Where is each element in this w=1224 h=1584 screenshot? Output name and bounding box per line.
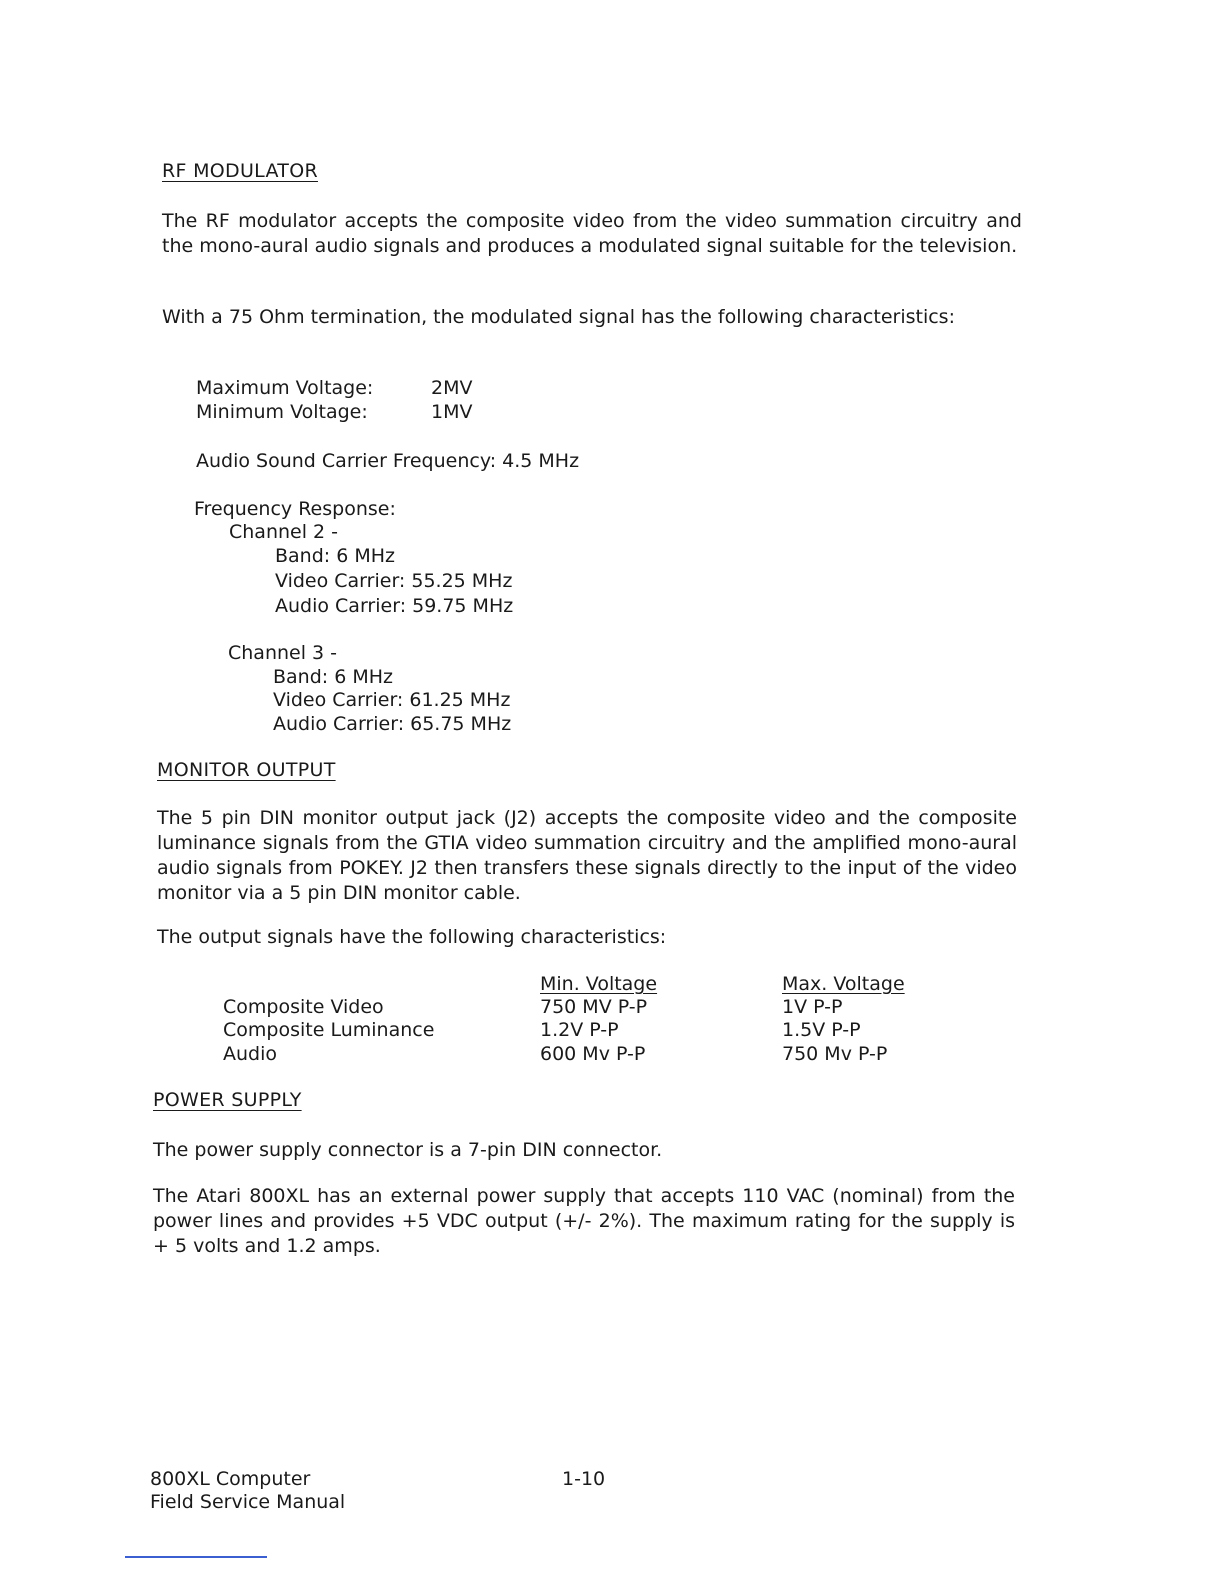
channel-3-band: Band: 6 MHz <box>273 666 394 688</box>
table-row-min: 600 Mv P-P <box>540 1043 646 1065</box>
channel-3-label: Channel 3 - <box>228 642 338 664</box>
table-row-max: 750 Mv P-P <box>782 1043 888 1065</box>
table-row-max: 1V P-P <box>782 996 843 1018</box>
page-number: 1-10 <box>562 1468 606 1490</box>
channel-2-label: Channel 2 - <box>229 521 339 543</box>
table-row-signal: Composite Video <box>223 996 384 1018</box>
table-row-min: 1.2V P-P <box>540 1019 619 1041</box>
table-row-min: 750 MV P-P <box>540 996 648 1018</box>
monitor-output-heading: MONITOR OUTPUT <box>157 759 336 781</box>
table-row-signal: Composite Luminance <box>223 1019 435 1041</box>
rf-modulator-heading: RF MODULATOR <box>162 160 318 182</box>
min-voltage-column-header: Min. Voltage <box>540 973 658 995</box>
max-voltage-value: 2MV <box>431 377 473 399</box>
frequency-response-label: Frequency Response: <box>194 498 396 520</box>
corner-rule <box>125 1556 267 1558</box>
min-voltage-label: Minimum Voltage: <box>196 401 368 423</box>
table-row-max: 1.5V P-P <box>782 1019 861 1041</box>
footer-title-line1: 800XL Computer <box>150 1468 311 1490</box>
channel-2-audio-carrier: Audio Carrier: 59.75 MHz <box>275 595 514 617</box>
table-row-signal: Audio <box>223 1043 278 1065</box>
output-signals-line: The output signals have the following characteristics: <box>157 926 667 948</box>
min-voltage-value: 1MV <box>431 401 473 423</box>
channel-2-video-carrier: Video Carrier: 55.25 MHz <box>275 570 513 592</box>
channel-3-video-carrier: Video Carrier: 61.25 MHz <box>273 689 511 711</box>
power-supply-heading: POWER SUPPLY <box>153 1089 302 1111</box>
channel-2-band: Band: 6 MHz <box>275 545 396 567</box>
power-supply-paragraph: The Atari 800XL has an external power supply that accepts 110 VAC (nominal) from the power lines and provides +5 VDC output (+/- 2%). The maximum rating for the supply is + 5 volts and 1.2 amps. <box>153 1185 1015 1257</box>
max-voltage-label: Maximum Voltage: <box>196 377 374 399</box>
power-supply-connector-line: The power supply connector is a 7-pin DIN connector. <box>153 1139 663 1161</box>
rf-modulator-intro: The RF modulator accepts the composite video from the video summation circuitry and the mono-aural audio signals and produces a modulated signal suitable for the television. <box>162 210 1022 257</box>
max-voltage-column-header: Max. Voltage <box>782 973 905 995</box>
footer-title-line2: Field Service Manual <box>150 1491 346 1513</box>
audio-sound-carrier-frequency: Audio Sound Carrier Frequency: 4.5 MHz <box>196 450 580 472</box>
rf-termination-line: With a 75 Ohm termination, the modulated signal has the following characteristics: <box>162 306 955 328</box>
channel-3-audio-carrier: Audio Carrier: 65.75 MHz <box>273 713 512 735</box>
monitor-output-paragraph: The 5 pin DIN monitor output jack (J2) accepts the composite video and the composite luminance signals from the GTIA video summation circuitry and the amplified mono-aural audio signals from POKEY. J2 then transfers these signals directly to the input of the video monitor via a 5 pin DIN monitor cable. <box>157 807 1017 904</box>
